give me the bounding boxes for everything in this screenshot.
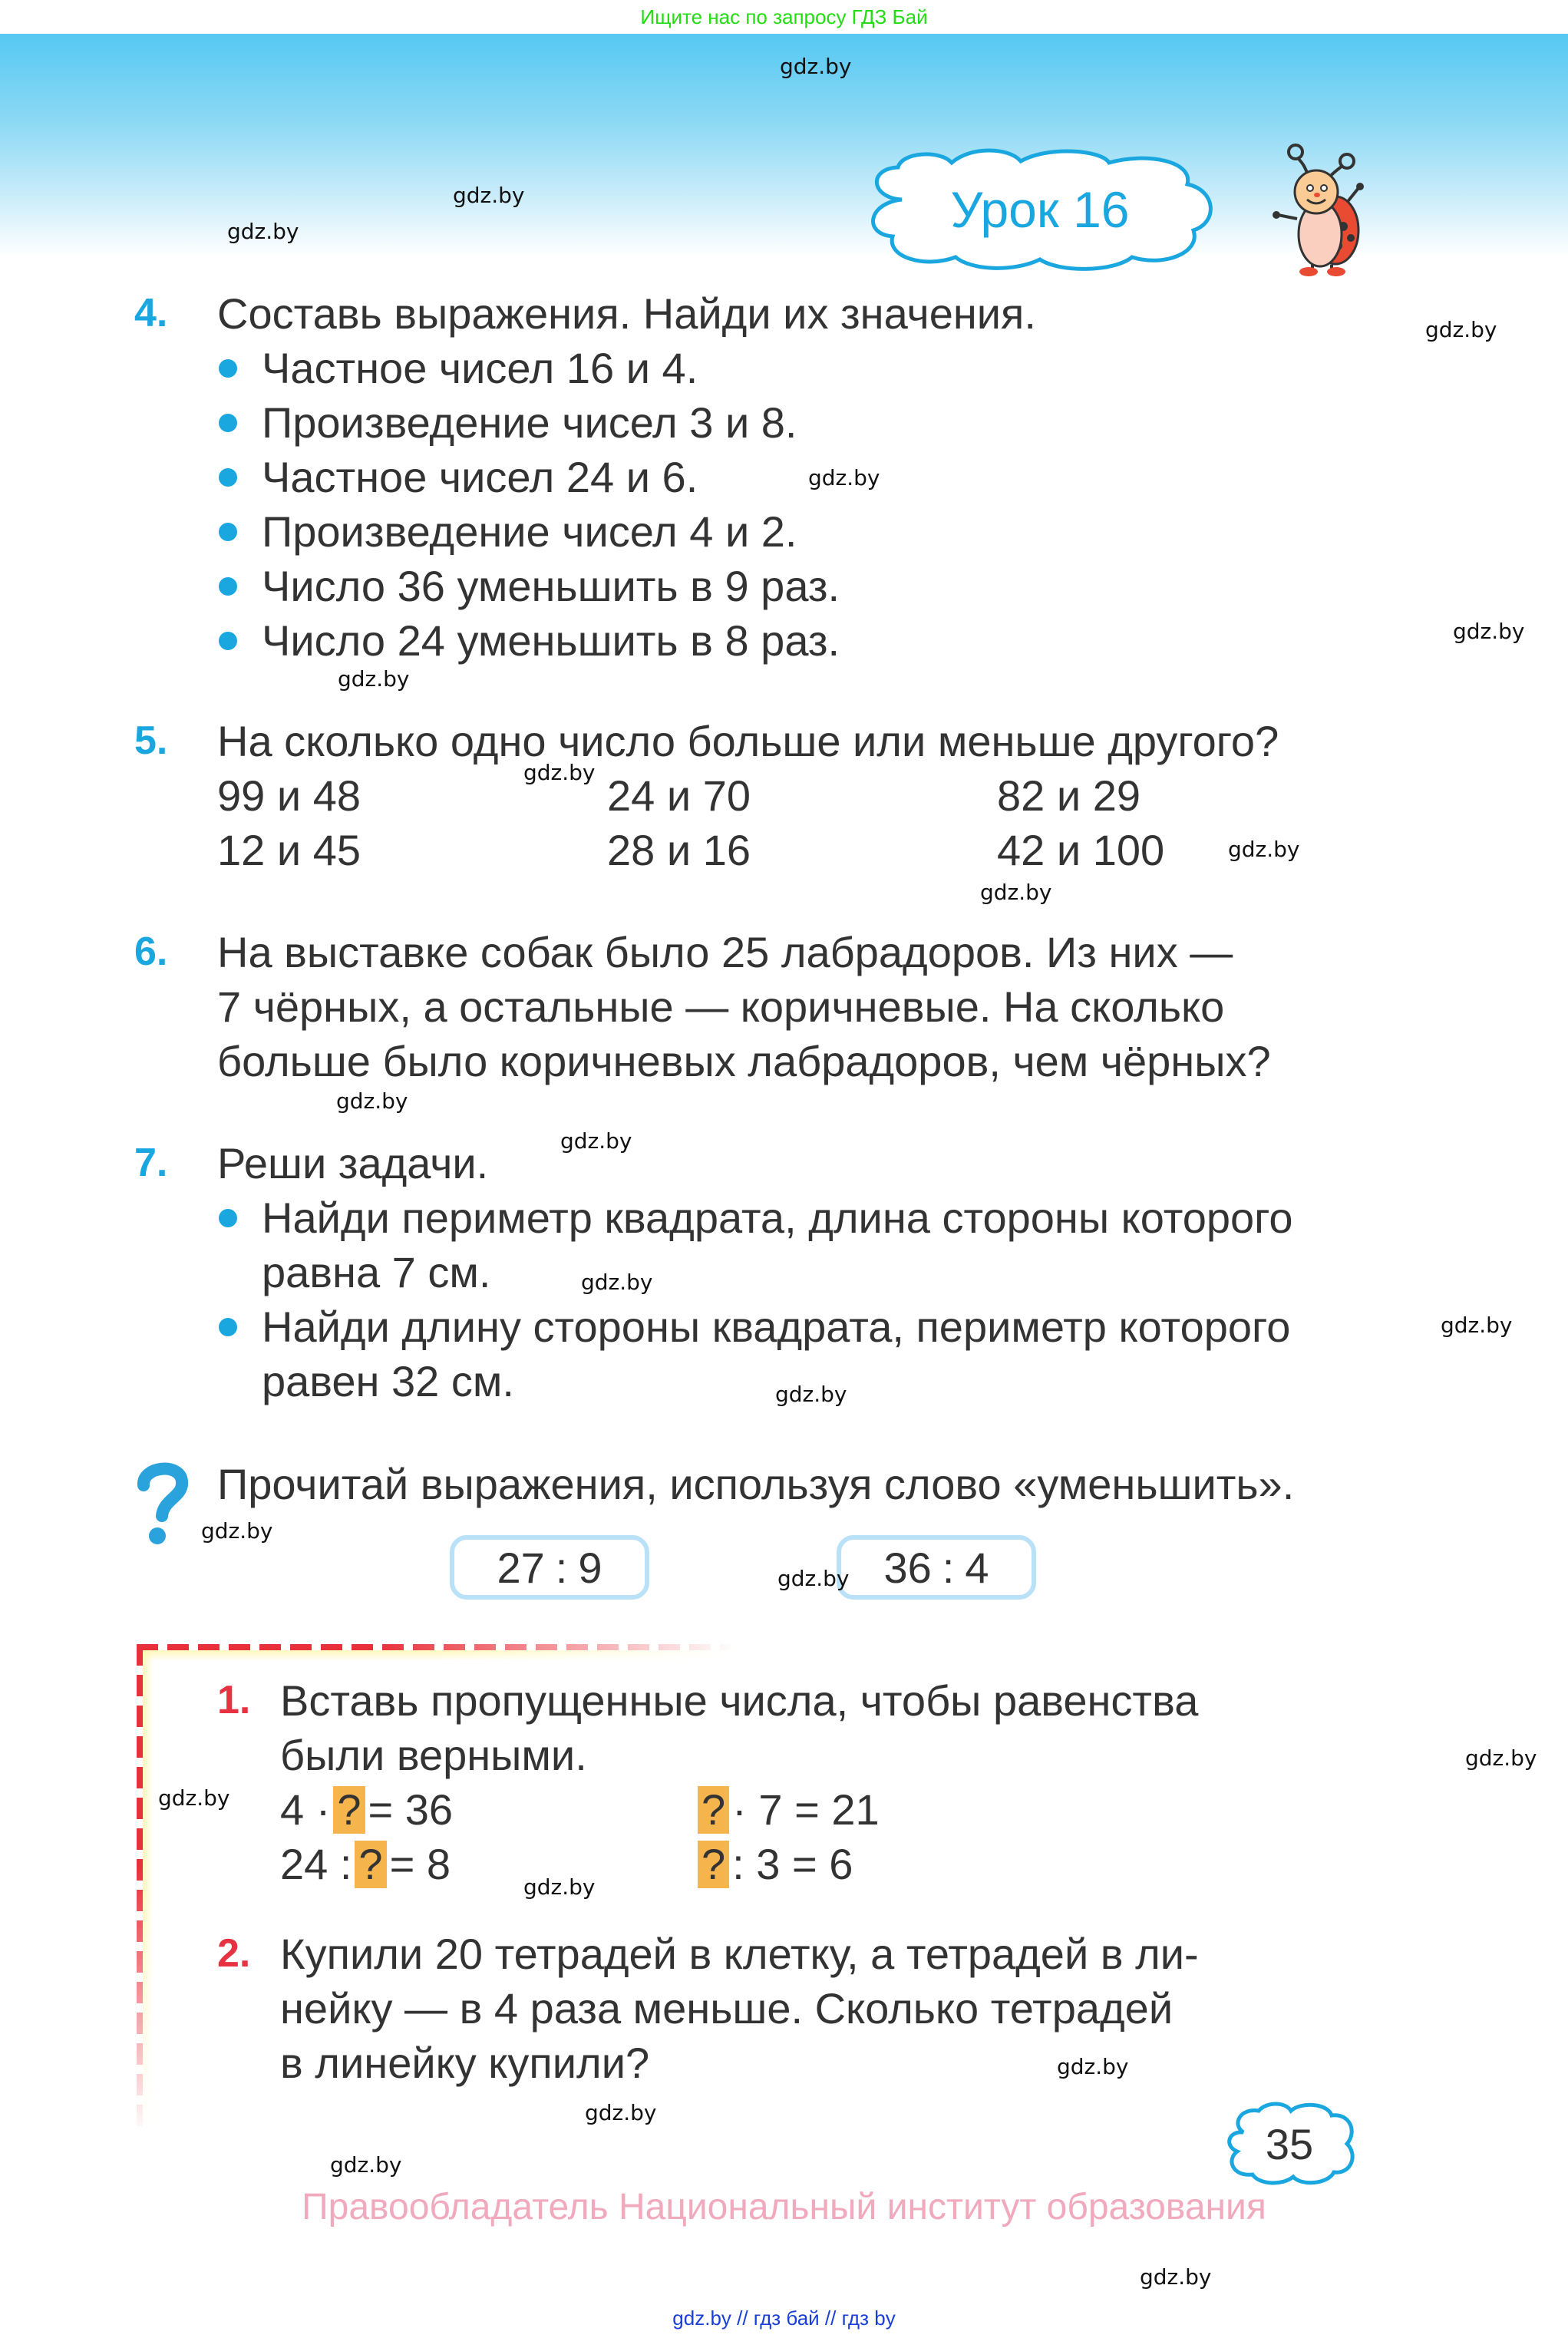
bullet-icon [219, 414, 237, 432]
bullet-icon [219, 1318, 237, 1336]
watermark: gdz.by [777, 1566, 850, 1591]
list-item: Произведение чисел 4 и 2. [217, 504, 1036, 559]
ladybug-mascot-icon [1270, 138, 1378, 276]
task-number: 5. [134, 718, 168, 763]
watermark: gdz.by [336, 1088, 408, 1114]
number-pair: 42 и 100 [997, 826, 1165, 874]
frame-glow [143, 1650, 153, 2126]
task-title: На сколько одно число больше или меньше другого? [217, 717, 1279, 765]
task-title: Реши задачи. [217, 1139, 489, 1187]
list-item-continuation: равен 32 см. [262, 1357, 514, 1405]
watermark: gdz.by [201, 1518, 273, 1544]
watermark: gdz.by [453, 183, 525, 208]
task-text-line: нейку — в 4 раза меньше. Сколько тетрадей [280, 1984, 1174, 2033]
lesson-title-cloud [856, 146, 1224, 272]
page-number-cloud [1220, 2102, 1358, 2186]
watermark: gdz.by [523, 1874, 596, 1900]
bullet-icon [219, 577, 237, 596]
blank-input[interactable]: ? [333, 1786, 365, 1834]
page-number: 35 [1265, 2119, 1314, 2168]
lesson-title: Урок 16 [950, 180, 1130, 238]
watermark: gdz.by [581, 1270, 653, 1295]
list-item: Частное чисел 16 и 4. [217, 341, 1036, 395]
watermark: gdz.by [330, 2152, 402, 2178]
task-title: Составь выражения. Найди их значения. [217, 289, 1036, 338]
bullet-icon [219, 632, 237, 650]
number-pair: 99 и 48 [217, 771, 361, 820]
blank-input[interactable]: ? [355, 1841, 386, 1888]
frame-glow [143, 1650, 726, 1661]
watermark: gdz.by [227, 219, 299, 244]
list-item: Частное чисел 24 и 6. [217, 450, 1036, 504]
blank-input[interactable]: ? [698, 1841, 729, 1888]
watermark: gdz.by [980, 880, 1052, 905]
number-pair: 24 и 70 [607, 771, 751, 820]
number-pair: 82 и 29 [997, 771, 1141, 820]
watermark: gdz.by [1140, 2264, 1212, 2290]
question-text: Прочитай выражения, используя слово «уменьшить». [217, 1460, 1295, 1508]
equation: ? · 7 = 21 [695, 1782, 1002, 1837]
equation: 4 · ? = 36 [280, 1785, 454, 1834]
watermark: gdz.by [158, 1785, 230, 1811]
bullet-icon [219, 523, 237, 541]
expression-box: 36 : 4 [837, 1535, 1036, 1600]
task-text-line: На выставке собак было 25 лабрадоров. Из них — [217, 928, 1233, 976]
list-item: Число 36 уменьшить в 9 раз. [217, 559, 1036, 613]
watermark: gdz.by [1441, 1313, 1513, 1338]
dashed-frame-top [137, 1644, 735, 1650]
watermark: gdz.by [808, 465, 880, 490]
bullet-icon [219, 359, 237, 378]
task-number: 2. [217, 1931, 251, 1976]
watermark: gdz.by [1465, 1745, 1537, 1771]
task-text-line: Вставь пропущенные числа, чтобы равенства [280, 1676, 1199, 1725]
dashed-frame-left [137, 1644, 143, 2135]
list-item: Найди периметр квадрата, длина стороны которого [217, 1190, 1292, 1245]
watermark: gdz.by [1453, 619, 1525, 644]
number-pair: 28 и 16 [607, 826, 751, 874]
equations-grid [280, 1782, 1198, 1891]
number-pair: 12 и 45 [217, 826, 361, 874]
list-item: Число 24 уменьшить в 8 раз. [217, 613, 1036, 668]
copyright-notice: Правообладатель Национальный институт образования [302, 2187, 1266, 2227]
number-pairs-grid [217, 768, 1304, 877]
watermark: gdz.by [560, 1128, 632, 1154]
equation: ? : 3 = 6 [695, 1837, 1002, 1891]
watermark: gdz.by [1228, 837, 1300, 862]
watermark: gdz.by [338, 666, 410, 692]
top-banner[interactable]: Ищите нас по запросу ГДЗ Бай [0, 0, 1568, 34]
watermark: gdz.by [523, 760, 596, 785]
bullet-icon [219, 468, 237, 487]
list-item: Найди длину стороны квадрата, периметр которого [217, 1299, 1292, 1354]
task-text-line: были верными. [280, 1731, 587, 1779]
bullet-icon [219, 1209, 237, 1227]
blank-input[interactable]: ? [698, 1786, 729, 1834]
task-number: 7. [134, 1141, 168, 1185]
equation: 24 : ? = 8 [280, 1840, 451, 1888]
watermark: gdz.by [1425, 317, 1497, 342]
list-item-continuation: равна 7 см. [262, 1248, 491, 1296]
task-number: 4. [134, 291, 168, 335]
task-text-line: больше было коричневых лабрадоров, чем чёрных? [217, 1037, 1271, 1085]
expression-box: 27 : 9 [450, 1535, 649, 1600]
watermark: gdz.by [585, 2100, 657, 2125]
task-text-line: Купили 20 тетрадей в клетку, а тетрадей в ли- [280, 1930, 1199, 1978]
task-number: 1. [217, 1678, 251, 1722]
footer-links[interactable]: gdz.by // гдз бай // гдз by [672, 2307, 896, 2330]
watermark: gdz.by [780, 54, 852, 79]
task-text-line: 7 чёрных, а остальные — коричневые. На сколько [217, 982, 1225, 1031]
watermark: gdz.by [1057, 2054, 1129, 2079]
watermark: gdz.by [775, 1382, 847, 1407]
question-mark-icon [134, 1462, 188, 1547]
task-text-line: в линейку купили? [280, 2039, 650, 2087]
task-number: 6. [134, 930, 168, 974]
list-item: Произведение чисел 3 и 8. [217, 395, 1036, 450]
